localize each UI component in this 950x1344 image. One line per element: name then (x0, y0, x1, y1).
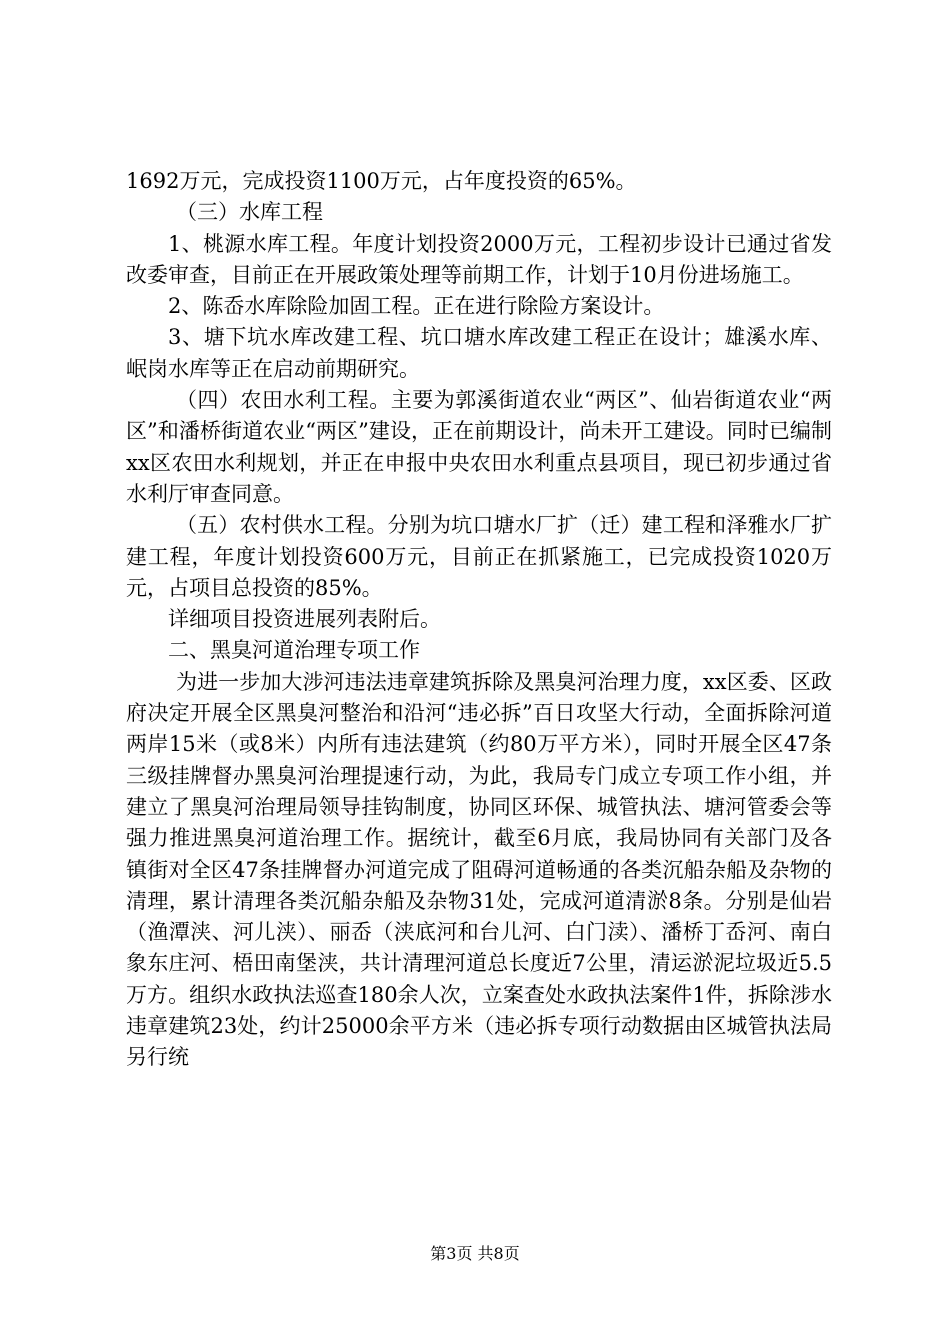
page-number: 第3页 共8页 (430, 1244, 520, 1263)
paragraph: 1、桃源水库工程。年度计划投资2000万元，工程初步设计已通过省发改委审查，目前正在开展政策处理等前期工作，计划于10月份进场施工。 (126, 231, 832, 287)
paragraph: （四）农田水利工程。主要为郭溪街道农业“两区”、仙岩街道农业“两区”和潘桥街道农业“两区”建设，正在前期设计，尚未开工建设。同时已编制xx区农田水利规划，并正在申报中央农田水利重点县项目，现已初步通过省水利厅审查同意。 (126, 388, 832, 506)
paragraph: 3、塘下坑水库改建工程、坑口塘水库改建工程正在设计；雄溪水库、岷岗水库等正在启动前期研究。 (126, 325, 832, 381)
paragraph: 详细项目投资进展列表附后。 (168, 607, 441, 632)
section-heading: 二、黑臭河道治理专项工作 (168, 638, 420, 663)
paragraph: 2、陈岙水库除险加固工程。正在进行除险方案设计。 (168, 294, 665, 319)
paragraph: 为进一步加大涉河违法违章建筑拆除及黑臭河治理力度，xx区委、区政府决定开展全区黑臭河整治和沿河“违必拆”百日攻坚大行动，全面拆除河道两岸15米（或8米）内所有违法建筑（约80万平方米），同时开展全区47条三级挂牌督办黑臭河治理提速行动，为此，我局专门成立专项工作小组，并建立了黑臭河治理局领导挂钩制度，协同区环保、城管执法、塘河管委会等强力推进黑臭河道治理工作。据统计，截至6月底，我局协同有关部门及各镇街对全区47条挂牌督办河道完成了阻碍河道畅通的各类沉船杂船及杂物的清理，累计清理各类沉船杂船及杂物31处，完成河道清淤8条。分别是仙岩（渔潭浃、河儿浃）、丽岙（浃底河和台儿河、白门渎）、潘桥丁岙河、南白象东庄河、梧田南堡浃，共计清理河道总长度近7公里，清运淤泥垃圾近5.5万方。组织水政执法巡查180余人次，立案查处水政执法案件1件，拆除涉水违章建筑23处，约计25000余平方米（违必拆专项行动数据由区城管执法局另行统 (126, 669, 832, 1070)
section-heading: （三）水库工程 (176, 200, 323, 225)
paragraph: （五）农村供水工程。分别为坑口塘水厂扩（迁）建工程和泽雅水厂扩建工程，年度计划投资600万元，目前正在抓紧施工，已完成投资1020万元，占项目总投资的85%。 (126, 513, 832, 600)
paragraph: 1692万元，完成投资1100万元，占年度投资的65%。 (126, 169, 637, 193)
document-body (126, 166, 832, 1074)
